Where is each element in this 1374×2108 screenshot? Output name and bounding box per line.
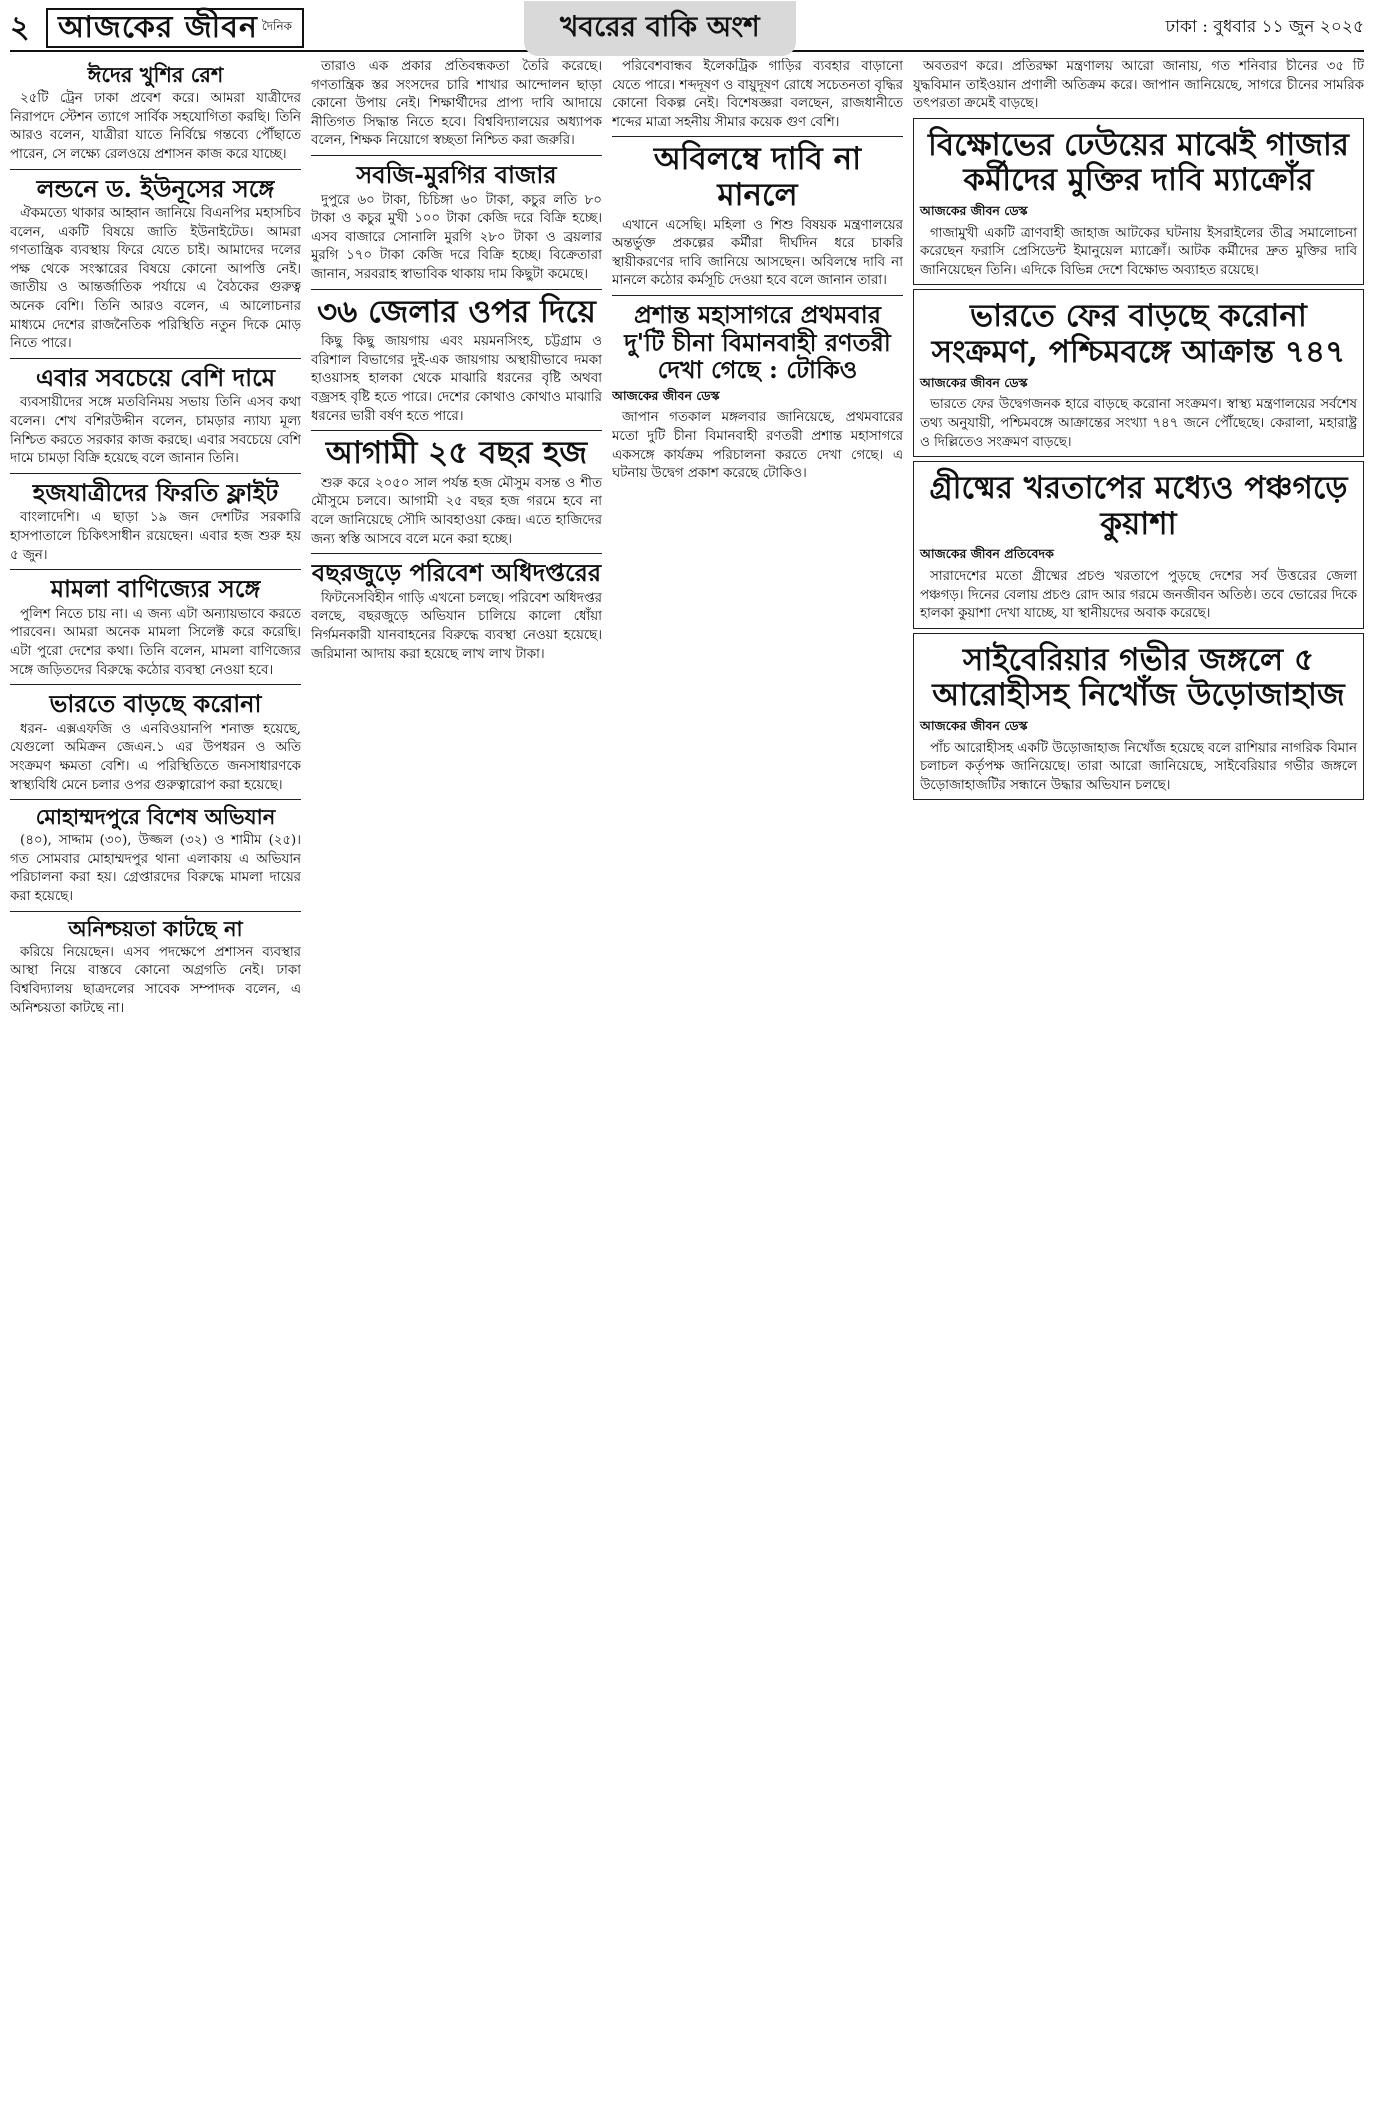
headline[interactable]: ভারতে ফের বাড়ছে করোনা সংক্রমণ, পশ্চিমবঙ্গে আক্রান্ত ৭৪৭ (931, 298, 1346, 371)
article-text: পুলিশ নিতে চায় না। এ জন্য এটা অন্যায়ভাবে করতে পারবেন। আমরা অনেক মামলা সিলেক্ট করে করেছি। এটা পুরো দেশের কথা। তিনি বলেন, মামলা বাণিজ্যের সঙ্গে জড়িতদের বিরুদ্ধে কঠোর ব্যবস্থা নেওয়া হবে। (10, 606, 301, 678)
news-box (913, 118, 1364, 286)
article-text: ফিটনেসবিহীন গাড়ি এখনো চলছে। পরিবেশ অধিদপ্তর বলছে, বছরজুড়ে অভিযান চালিয়ে কালো ধোঁয়া নির্গমনকারী যানবাহনের বিরুদ্ধে ব্যবস্থা নেওয়া হয়েছে। জরিমানা আদায় করা হয়েছে লাখ লাখ টাকা। (310, 590, 602, 662)
byline: আজকের জীবন ডেস্ক (919, 203, 1028, 219)
headline[interactable]: সাইবেরিয়ার গভীর জঙ্গলে ৫ আরোহীসহ নিখোঁজ উড়োজাহাজ (932, 641, 1345, 714)
headline[interactable]: লন্ডনে ড. ইউনূসের সঙ্গে (36, 173, 275, 203)
article-text: ভারতে ফের উদ্বেগজনক হারে বাড়ছে করোনা সংক্রমণ। স্বাস্থ্য মন্ত্রণালয়ের সর্বশেষ তথ্য অনুযায়ী, পশ্চিমবঙ্গে আক্রান্তের সংখ্যা ৭৪৭ জনে পৌঁছেছে। কেরালা, মহারাষ্ট্র ও দিল্লিতেও সংক্রমণ বাড়ছে। (919, 397, 1357, 450)
headline[interactable]: বিক্ষোভের ঢেউয়ের মাঝেই গাজার কর্মীদের মুক্তির দাবি ম্যাক্রোঁর (927, 126, 1349, 199)
newspaper-name: আজকের জীবন (58, 9, 258, 45)
article-text: দুপুরে ৬০ টাকা, চিচিঙ্গা ৬০ টাকা, কচুর লতি ৮০ টাকা ও কচুর মুখী ১০০ টাকা কেজি দরে বিক্রি হচ্ছে। এসব বাজারে সোনালি মুরগি ২৮০ টাকা ও ব্রয়লার মুরগি ১৭০ টাকা কেজি দরে বিক্রি হচ্ছে। বিক্রেতারা জানান, সরবরাহ স্বাভাবিক থাকায় দাম কিছুটা কমেছে। (310, 192, 602, 282)
byline: আজকের জীবন ডেস্ক (611, 387, 720, 403)
article-text: ধরন- এক্সএফজি ও এনবিওয়ানপি শনাক্ত হয়েছে, যেগুলো অমিক্রন জেএন.১ এর উপধরন ও অতি সংক্রমণ ক্ষমতা বেশি। এ পরিস্থিতিতে জনসাধারণকে স্বাস্থ্যবিধি মেনে চলার ওপর গুরুত্বারোপ করা হয়েছে। (10, 721, 301, 793)
news-box (913, 289, 1364, 457)
page-number: ২ (10, 9, 30, 45)
article-text: কিছু কিছু জায়গায় এবং ময়মনসিংহ, চট্টগ্রাম ও বরিশাল বিভাগের দুই-এক জায়গায় অস্থায়ীভাবে দমকা হাওয়াসহ হালকা থেকে মাঝারি ধরনের বৃষ্টি অথবা বজ্রসহ বৃষ্টি হতে পারে। দেশের কোথাও কোথাও মাঝারি ধরনের ভারী বর্ষণ হতে পারে। (310, 334, 602, 424)
headline[interactable]: মোহাম্মদপুরে বিশেষ অভিযান (35, 804, 276, 830)
article-text: করিয়ে নিয়েছেন। এসব পদক্ষেপে প্রশাসন ব্যবস্থার আস্থা নিয়ে বাস্তবে কোনো অগ্রগতি নেই। ঢাকা বিশ্ববিদ্যালয় ছাত্রদলের সাবেক সম্পাদক বলেন, এ অনিশ্চয়তা কাটছে না। (10, 944, 301, 1016)
byline: আজকের জীবন ডেস্ক (919, 374, 1028, 390)
article-text: সারাদেশের মতো গ্রীষ্মের প্রচণ্ড খরতাপে পুড়ছে দেশের সর্ব উত্তরের জেলা পঞ্চগড়। দিনের বেলায় প্রচণ্ড রোদ আর গরমে জনজীবন অতিষ্ঠ। তবে ভোরের দিকে হালকা কুয়াশা দেখা যাচ্ছে, যা স্থানীয়দের অবাক করেছে। (919, 568, 1357, 622)
column-3 (612, 58, 903, 2098)
article-text: ব্যবসায়ীদের সঙ্গে মতবিনিময় সভায় তিনি এসব কথা বলেন। শেখ বশিরউদ্দীন বলেন, চামড়ার ন্যায্য মূল্য নিশ্চিত করতে সরকার কাজ করছে। এবার সবচেয়ে বেশি দামে চামড়া বিক্রি হয়েছে বলে জানান তিনি। (10, 395, 301, 467)
byline: আজকের জীবন প্রতিবেদক (919, 546, 1054, 562)
article-text: তারাও এক প্রকার প্রতিবন্ধকতা তৈরি করেছে। গণতান্ত্রিক স্তর সংসদের চারি শাখার আন্দোলন ছাড়া কোনো উপায় নেই। শিক্ষার্থীদের প্রাপ্য দাবি আদায়ে নীতিগত সিদ্ধান্ত নিতে হবে। বিশ্ববিদ্যালয়ের অধ্যাপক বলেন, শিক্ষক নিয়োগে স্বচ্ছতা নিশ্চিত করা জরুরি। (310, 59, 602, 149)
headline[interactable]: এবার সবচেয়ে বেশি দামে (35, 362, 276, 392)
article-text: জাপান গতকাল মঙ্গলবার জানিয়েছে, প্রথমবারের মতো দুটি চীনা বিমানবাহী রণতরী প্রশান্ত মহাসাগরে একসঙ্গে কার্যক্রম পরিচালনা করতে দেখা গেছে। এ ঘটনায় উদ্বেগ প্রকাশ করেছে টোকিও। (611, 410, 903, 482)
column-1 (10, 58, 301, 2098)
article-text: পরিবেশবান্ধব ইলেকট্রিক গাড়ির ব্যবহার বাড়ানো যেতে পারে। শব্দদূষণ ও বায়ুদূষণ রোধে সচেতনতা বৃদ্ধির কোনো বিকল্প নেই। বিশেষজ্ঞরা বলছেন, রাজধানীতে শব্দের মাত্রা সহনীয় সীমার কয়েক গুণ বেশি। (611, 59, 903, 130)
headline[interactable]: সবজি-মুরগির বাজার (356, 159, 557, 189)
article-text: এখানে এসেছি। মহিলা ও শিশু বিষয়ক মন্ত্রণালয়ের অন্তর্ভুক্ত প্রকল্পের কর্মীরা দীর্ঘদিন ধরে চাকরি স্থায়ীকরণের দাবি জানিয়ে আসছেন। অবিলম্বে দাবি না মানলে কঠোর কর্মসূচি দেওয়া হবে বলে জানান তারা। (611, 217, 903, 289)
article-text: বাংলাদেশি। এ ছাড়া ১৯ জন দেশটির সরকারি হাসপাতালে চিকিৎসাধীন রয়েছেন। এবার হজ শুরু হয় ৫ জুন। (10, 510, 301, 563)
article-text: গাজামুখী একটি ত্রাণবাহী জাহাজ আটকের ঘটনায় ইসরাইলের তীব্র সমালোচনা করেছেন ফরাসি প্রেসিডেন্ট ইমানুয়েল ম্যাক্রোঁ। আটক কর্মীদের দ্রুত মুক্তির দাবি জানিয়েছেন তিনি। এদিকে বিভিন্ন দেশে বিক্ষোভ অব্যাহত রয়েছে। (919, 225, 1357, 278)
headline[interactable]: অনিশ্চয়তা কাটছে না (68, 915, 243, 941)
headline[interactable]: হজযাত্রীদের ফিরতি ফ্লাইট (32, 477, 279, 507)
dateline: ঢাকা : বুধবার ১১ জুন ২০২৫ (1165, 17, 1364, 37)
column-2 (311, 58, 602, 2098)
headline[interactable]: প্রশান্ত মহাসাগরে প্রথমবার দু'টি চীনা বিমানবাহী রণতরী দেখা গেছে : টোকিও (624, 300, 891, 385)
daily-label: দৈনিক (261, 19, 293, 33)
article-text: ২৫টি ট্রেন ঢাকা প্রবেশ করে। আমরা যাত্রীদের নিরাপদে স্টেশন ত্যাগে সার্বিক সহযোগিতা করছি। তিনি আরও বলেন, যাত্রীরা যাতে নির্বিঘ্নে গন্তব্যে পৌঁছাতে পারেন, সে লক্ষ্যে রেলওয়ে প্রশাসন কাজ করে যাচ্ছে। (10, 91, 301, 162)
masthead (10, 6, 1364, 52)
article-text: (৪০), সাদ্দাম (৩০), উজ্জল (৩২) ও শামীম (২৫)। গত সোমবার মোহাম্মদপুর থানা এলাকায় এ অভিযান পরিচালনা করা হয়। গ্রেপ্তারদের বিরুদ্ধে মামলা দায়ের করা হয়েছে। (10, 833, 301, 905)
headline[interactable]: ভারতে বাড়ছে করোনা (49, 689, 262, 719)
news-box (913, 461, 1364, 629)
headline[interactable]: ৩৬ জেলার ওপর দিয়ে (317, 293, 596, 330)
article-text: ঐকমত্যে থাকার আহ্বান জানিয়ে বিএনপির মহাসচিব বলেন, একটি বিষয়ে জাতি ইউনাইটেড। আমরা গণতান্ত্রিক ব্যবস্থায় ফিরে যেতে চাই। আমাদের দলের পক্ষ থেকে সংস্কারের বিষয়ে কোনো আপত্তি নেই। জাতীয় ও আন্তর্জাতিক পর্যায়ে এ বৈঠকের গুরুত্ব অনেক বেশি। তিনি আরও বলেন, এ আলোচনার মাধ্যমে দেশের রাজনৈতিক পরিস্থিতি নতুন দিকে মোড় নিতে পারে। (10, 206, 301, 352)
section-title: খবরের বাকি অংশ (524, 1, 796, 56)
column-4 (913, 58, 1364, 2098)
headline[interactable]: মামলা বাণিজ্যের সঙ্গে (50, 574, 261, 604)
headline[interactable]: বছরজুড়ে পরিবেশ অধিদপ্তরের (311, 558, 602, 588)
headline[interactable]: অবিলম্বে দাবি না মানলে (653, 141, 862, 214)
headline[interactable]: আগামী ২৫ বছর হজ (325, 435, 588, 472)
byline: আজকের জীবন ডেস্ক (919, 718, 1028, 734)
newspaper-logo (46, 8, 304, 48)
article-text: পাঁচ আরোহীসহ একটি উড়োজাহাজ নিখোঁজ হয়েছে বলে রাশিয়ার নাগরিক বিমান চলাচল কর্তৃপক্ষ জানিয়েছে। তারা আরো জানিয়েছে, সাইবেরিয়ার গভীর জঙ্গলে উড়োজাহাজটির সন্ধানে উদ্ধার অভিযান চলছে। (919, 740, 1357, 793)
article-text: অবতরণ করে। প্রতিরক্ষা মন্ত্রণালয় আরো জানায়, গত শনিবার চীনের ৩৫ টি যুদ্ধবিমান তাইওয়ান প্রণালী অতিক্রম করে। জাপান জানিয়েছে, সাগরে চীনের সামরিক তৎপরতা ক্রমেই বাড়ছে। (912, 59, 1364, 112)
headline[interactable]: ঈদের খুশির রেশ (87, 62, 224, 87)
article-text: শুরু করে ২০৫০ সাল পর্যন্ত হজ মৌসুম বসন্ত ও শীত মৌসুমে চলবে। আগামী ২৫ বছর হজ গরমে হবে না বলে জানিয়েছে সৌদি আবহাওয়া কেন্দ্র। এতে হাজিদের জন্য স্বস্তি আসবে বলে মনে করা হচ্ছে। (310, 475, 602, 547)
news-box (913, 633, 1364, 801)
headline[interactable]: গ্রীষ্মের খরতাপের মধ্যেও পঞ্চগড়ে কুয়াশা (929, 470, 1348, 542)
